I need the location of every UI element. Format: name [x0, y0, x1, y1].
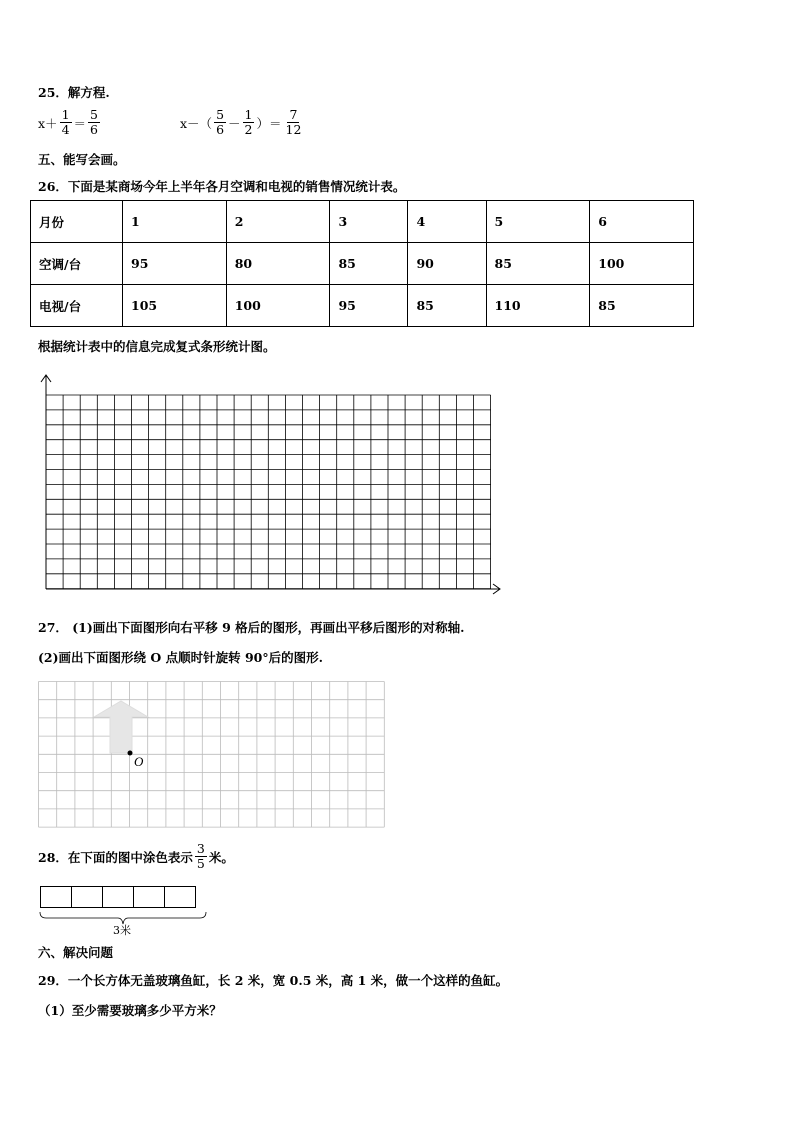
table-cell: 空调/台 — [31, 243, 123, 285]
table-cell: 80 — [226, 243, 330, 285]
eq2-right: ）＝ — [256, 115, 282, 131]
eq1-left: x＋ — [38, 115, 58, 131]
brace-label: 3米 — [113, 924, 131, 937]
q29-title: 29．一个长方体无盖玻璃鱼缸，长 2 米，宽 0.5 米，高 1 米，做一个这样的鱼缸。 — [38, 973, 509, 988]
table-cell: 5 — [486, 201, 590, 243]
eq1-f1-numerator: 1 — [61, 107, 70, 122]
eq2-f2-denominator: 2 — [244, 122, 253, 137]
eq1-fraction-1 — [60, 108, 72, 137]
table-cell: 90 — [408, 243, 486, 285]
point-o-label: O — [134, 754, 144, 769]
q29-sub-1: （1）至少需要玻璃多少平方米？ — [38, 1003, 222, 1018]
table-cell: 2 — [226, 201, 330, 243]
eq2-f1-numerator: 5 — [216, 107, 225, 122]
eq1-f2-denominator: 6 — [90, 122, 98, 137]
eq2-f3-denominator: 12 — [285, 122, 302, 137]
table-cell: 月份 — [31, 201, 123, 243]
table-row — [31, 243, 694, 285]
section-6-heading: 六、解决问题 — [38, 945, 114, 960]
table-cell: 6 — [590, 201, 694, 243]
table-cell: 85 — [408, 285, 486, 327]
q27-line-2: (2)画出下面图形绕 O 点顺时针旋转 90°后的图形. — [38, 650, 323, 665]
q25-title: 25．解方程. — [38, 85, 110, 100]
blank-chart-grid — [36, 370, 506, 600]
eq1-fraction-2 — [88, 108, 100, 137]
strip-cell[interactable] — [133, 886, 165, 908]
strip-cell[interactable] — [40, 886, 72, 908]
eq1-equals: ＝ — [73, 115, 87, 131]
table-cell: 95 — [330, 285, 408, 327]
transform-grid — [38, 681, 388, 829]
sales-table — [30, 200, 694, 327]
eq2-fraction-3 — [284, 108, 304, 137]
arrow-shape — [94, 701, 148, 753]
eq1-f1-denominator: 4 — [61, 122, 70, 137]
table-cell: 95 — [123, 243, 227, 285]
eq2-f3-numerator: 7 — [289, 107, 298, 122]
strip-cell[interactable] — [102, 886, 134, 908]
table-cell: 100 — [226, 285, 330, 327]
shading-strip[interactable] — [40, 886, 196, 908]
q25-equation-2 — [180, 108, 305, 137]
eq2-left: x－（ — [180, 115, 213, 131]
eq2-minus: － — [228, 115, 241, 131]
table-row — [31, 285, 694, 327]
table-cell: 85 — [330, 243, 408, 285]
section-5-heading: 五、能写会画。 — [38, 152, 126, 167]
table-cell: 100 — [590, 243, 694, 285]
table-row — [31, 201, 694, 243]
q28-prompt — [38, 842, 234, 871]
table-cell: 3 — [330, 201, 408, 243]
rotation-point-o — [128, 751, 133, 756]
eq2-fraction-2 — [243, 108, 255, 137]
q28-fraction-denominator: 5 — [196, 856, 205, 871]
table-cell: 4 — [408, 201, 486, 243]
strip-cell[interactable] — [164, 886, 196, 908]
eq1-f2-numerator: 5 — [90, 107, 98, 122]
q28-fraction-numerator: 3 — [196, 841, 205, 856]
q28-prefix: 28．在下面的图中涂色表示 — [38, 849, 193, 865]
q25-equation-1 — [38, 108, 102, 137]
q26-title: 26．下面是某商场今年上半年各月空调和电视的销售情况统计表。 — [38, 179, 406, 194]
strip-cell[interactable] — [71, 886, 103, 908]
q27-line-1: 27． (1)画出下面图形向右平移 9 格后的图形，再画出平移后图形的对称轴. — [38, 620, 465, 635]
q28-suffix: 米。 — [208, 849, 234, 865]
table-cell: 105 — [123, 285, 227, 327]
table-cell: 110 — [486, 285, 590, 327]
eq2-fraction-1 — [214, 108, 226, 137]
table-cell: 电视/台 — [31, 285, 123, 327]
table-cell: 1 — [123, 201, 227, 243]
q28-fraction — [195, 842, 207, 871]
table-cell: 85 — [486, 243, 590, 285]
eq2-f2-numerator: 1 — [244, 107, 253, 122]
table-cell: 85 — [590, 285, 694, 327]
q26-instruction: 根据统计表中的信息完成复式条形统计图。 — [38, 339, 276, 354]
eq2-f1-denominator: 6 — [216, 122, 225, 137]
